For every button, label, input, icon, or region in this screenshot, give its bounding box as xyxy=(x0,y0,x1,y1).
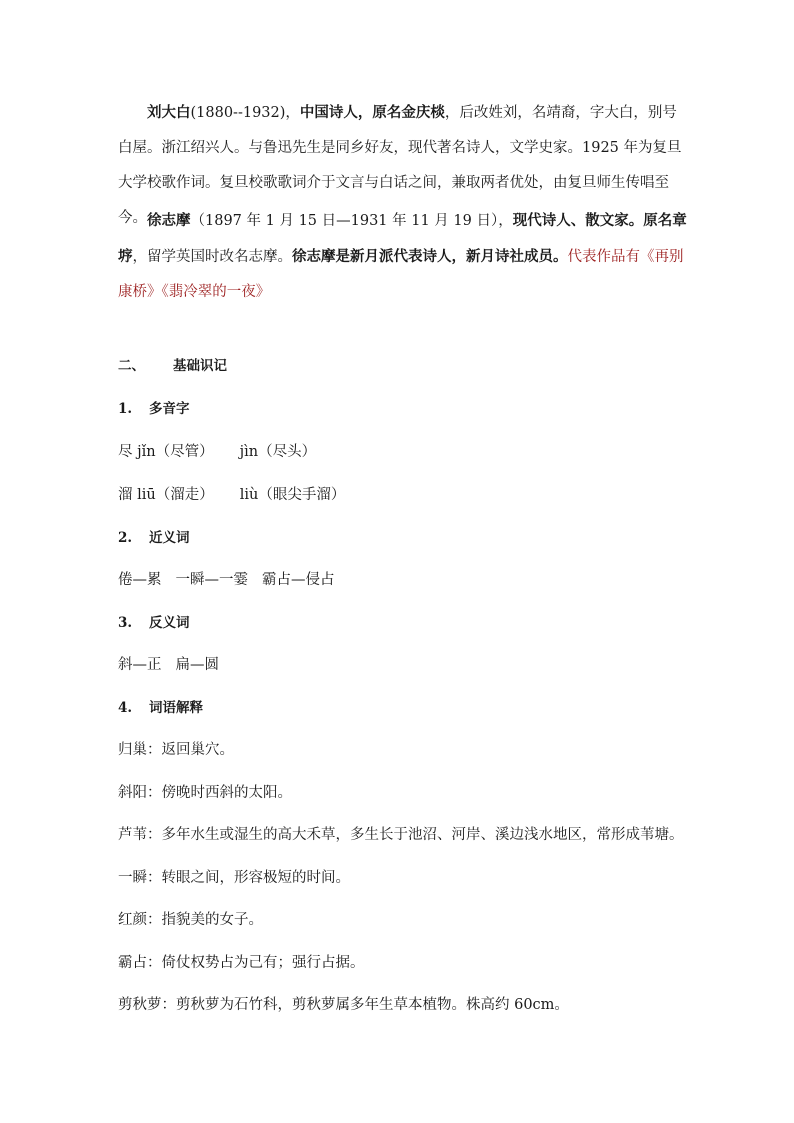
definition-term: 剪秋萝 xyxy=(118,997,162,1013)
xu-zhimo-works: 代表作品有《再别康桥》《翡冷翠的一夜》 xyxy=(118,249,684,300)
definition-text: ：傍晚时西斜的太阳。 xyxy=(147,785,292,801)
liu-dabai-body: ，后改姓刘，名靖裔，字大白，别号白屋。浙江绍兴人。与鲁迅先生是同乡好友，现代著名诗人，文学史家。1925 年为复旦大学校歌作词。复旦校歌歌词介于文言与白话之间，兼取两者优处，由复旦师生传唱至今。 xyxy=(118,105,682,226)
definition-term: 归巢 xyxy=(118,742,147,758)
definition-entry xyxy=(118,995,569,1015)
section-heading xyxy=(118,356,227,376)
xu-zhimo-name: 徐志摩 xyxy=(147,212,191,229)
xu-zhimo-bold-text: 现代诗人、散文家。原名章垿 xyxy=(118,212,687,265)
xu-zhimo-paragraph xyxy=(118,203,690,310)
definition-text: ：转眼之间，形容极短的时间。 xyxy=(147,870,350,886)
definition-term: 霸占 xyxy=(118,955,147,971)
definition-text: ：多年水生或湿生的高大禾草，多生长于池沼、河岸、溪边浅水地区，常形成苇塘。 xyxy=(147,827,684,843)
definition-term: 芦苇 xyxy=(118,827,147,843)
definition-text: ：倚仗权势占为己有；强行占据。 xyxy=(147,955,365,971)
definition-entry xyxy=(118,953,365,973)
synonyms-row xyxy=(118,570,335,590)
definition-text: ：指貌美的女子。 xyxy=(147,912,263,928)
item-heading-antonyms: 3. 反义词 xyxy=(118,615,190,631)
xu-zhimo-body: ，留学英国时改名志摩。 xyxy=(132,249,292,265)
liu-dabai-dates: (1880--1932)， xyxy=(190,105,300,121)
definition-text: ：剪秋萝为石竹科，剪秋萝属多年生草本植物。株高约 60cm。 xyxy=(161,997,569,1013)
section-title: 基础识记 xyxy=(173,358,227,374)
definition-text: ：返回巢穴。 xyxy=(147,742,234,758)
polyphone-reading-b: liù（眼尖手溜） xyxy=(239,487,346,503)
liu-dabai-name: 刘大白 xyxy=(147,104,191,121)
item-heading-definitions: 4. 词语解释 xyxy=(118,700,203,716)
polyphone-reading-b: jìn（尽头） xyxy=(239,444,317,460)
definition-term: 一瞬 xyxy=(118,870,147,886)
liu-dabai-bold-text: 中国诗人，原名金庆棪 xyxy=(299,104,445,121)
synonym-pair: 一瞬—一霎 xyxy=(175,572,248,588)
polyphone-row xyxy=(118,442,316,462)
antonym-pair: 斜—正 xyxy=(118,657,162,673)
definition-entry xyxy=(118,868,350,888)
definition-entry xyxy=(118,825,684,845)
xu-zhimo-dates: （1897 年 1 月 15 日—1931 年 11 月 19 日）， xyxy=(190,213,513,229)
definition-entry xyxy=(118,910,263,930)
section-number: 二、 xyxy=(118,358,145,374)
polyphone-reading-a: 尽 jǐn（尽管） xyxy=(118,444,214,460)
item-heading-synonyms: 2. 近义词 xyxy=(118,530,190,546)
polyphone-row xyxy=(118,485,345,505)
definition-term: 斜阳 xyxy=(118,785,147,801)
definition-entry xyxy=(118,740,234,760)
synonym-pair: 倦—累 xyxy=(118,572,162,588)
definition-term: 红颜 xyxy=(118,912,147,928)
item-heading-polyphones: 1. 多音字 xyxy=(118,401,190,417)
xu-zhimo-bold-end: 徐志摩是新月派代表诗人，新月诗社成员。 xyxy=(292,248,568,265)
polyphone-reading-a: 溜 liū（溜走） xyxy=(118,487,214,503)
synonym-pair: 霸占—侵占 xyxy=(262,572,335,588)
antonyms-row xyxy=(118,655,219,675)
definition-entry xyxy=(118,783,292,803)
antonym-pair: 扁—圆 xyxy=(175,657,219,673)
